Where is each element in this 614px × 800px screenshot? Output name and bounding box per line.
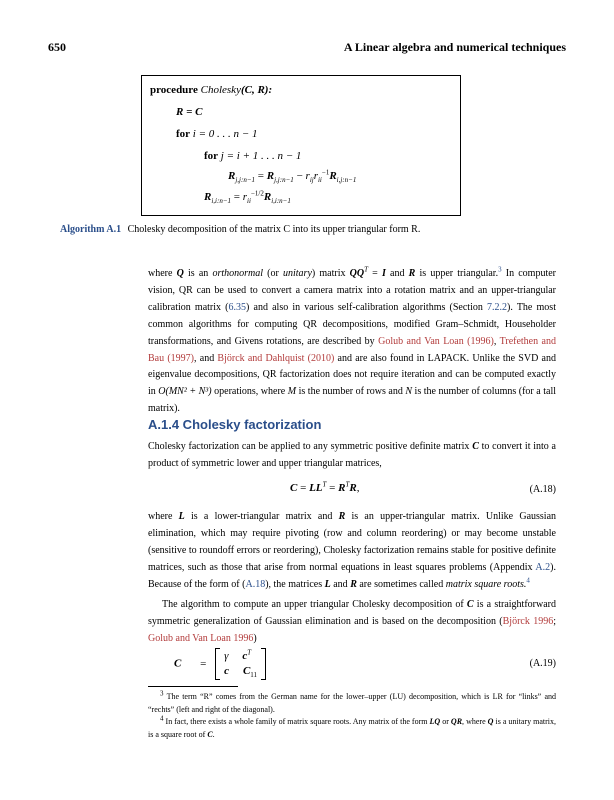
algo-outer-loop (176, 128, 257, 140)
footnote-mark-4[interactable]: 4 (526, 576, 530, 585)
paragraph-qr: where Q is an orthonormal (or unitary) matrix $QQ^T = I$ and R is upper triangular.$^3$ In computer vision, QR can be used to convert a camera matrix into a rotation matrix and an upper-triangular calibration matrix (6.35) and also in various self-calibration algorithms (Section 7.2.2). The most common algorithms for computing QR decompositions, modified Gram–Schmidt, Householder transformations, and Givens rotations, are described by Golub and Van Loan (1996), Trefethen and Bau (1997), and Björck and Dahlquist (2010) and are also found in LAPACK. Unlike the SVD and eigenvalue decompositions, QR factorization does not require iteration and can be computed exactly in O(MN² + N³) operations, where M is the number of rows and N is the number of columns (for a tall matrix). (148, 265, 556, 415)
algo-update-formula: $R_{j,j:n-1} = R_{j,j:n-1} - r_{ij}r_{ii}^{-1}R_{i,j:n-1}$ (228, 168, 357, 185)
complexity-expression: O(MN² + N³) (158, 386, 212, 398)
algo-procedure-keyword: procedure (150, 84, 198, 96)
equation-a18: $C = LL^T = R^TR$, (290, 480, 360, 494)
algo-outer-range: i = 0 . . . n − 1 (192, 128, 258, 140)
equation-a18-number: (A.18) (529, 484, 556, 495)
footnotes (148, 691, 556, 741)
ref-eq-6-35[interactable]: 6.35 (228, 301, 247, 313)
algorithm-caption (60, 224, 420, 235)
algo-procedure-args: (C, R): (240, 84, 273, 96)
equation-a19: C = γ $c^T$ c $C_{11}$ (174, 648, 266, 680)
cite-bjorck-dahlquist[interactable]: Björck and Dahlquist (2010) (217, 352, 335, 364)
section-heading: A.1.4 Cholesky factorization (148, 417, 322, 432)
paragraph-cholesky-algorithm: The algorithm to compute an upper triangular Cholesky decomposition of C is a straightforward symmetric generalization of Gaussian elimination and is based on the decomposition (Björck 1996; Golub and Van Loan 1996) (148, 599, 556, 644)
paragraph-cholesky-intro: Cholesky factorization can be applied to any symmetric positive definite matrix C to convert it into a product of symmetric lower and upper triangular matrices, (148, 441, 556, 469)
ref-appendix-a2[interactable]: A.2 (535, 561, 551, 573)
algorithm-box (141, 75, 461, 216)
page-number: 650 (48, 40, 66, 54)
footnote-3: $^3$ The term “R” comes from the German name for the lower–upper (LU) decomposition, which is LR for “links” and “rechts” (left and right of the diagonal). (148, 689, 556, 714)
equation-a19-number: (A.19) (529, 658, 556, 669)
cite-trefethen-bau[interactable]: Trefethen and Bau (1997) (148, 335, 556, 364)
algo-procedure-line (150, 84, 272, 96)
footnote-mark-3[interactable]: 3 (498, 265, 502, 274)
footnote-rule (148, 686, 238, 687)
cite-bjorck-1996[interactable]: Björck 1996 (502, 615, 554, 627)
algo-for-keyword: for (176, 128, 191, 140)
block-matrix: γ $c^T$ c $C_{11}$ (215, 648, 266, 680)
ref-eq-a18[interactable]: A.18 (245, 578, 266, 590)
cite-golub-van-loan-1996[interactable]: Golub and Van Loan 1996 (148, 632, 254, 644)
cite-golub-van-loan[interactable]: Golub and Van Loan (1996) (378, 335, 494, 347)
footnote-4: $^4$ In fact, there exists a whole family of matrix square roots. Any matrix of the form LQ or QR, where Q is a unitary matrix, is a square root of C. (148, 714, 556, 739)
algorithm-caption-text: Cholesky decomposition of the matrix C into its upper triangular form R. (127, 224, 421, 235)
algo-for-keyword-inner: for (204, 150, 219, 162)
ref-section-7-2-2[interactable]: 7.2.2 (487, 301, 508, 313)
algo-procedure-name: Cholesky (200, 84, 241, 96)
algorithm-caption-label: Algorithm A.1 (60, 224, 122, 235)
running-title: A Linear algebra and numerical techniques (343, 40, 566, 54)
paragraph-cholesky-stability: where L is a lower-triangular matrix and R is an upper-triangular matrix. Unlike Gaussian elimination, which may require pivoting (row and column reordering) or may become unstable (sensitive to roundoff errors or reordering), Cholesky factorization remains stable for positive definite matrices, such as those that arise from normal equations in least squares problems (Appendix A.2). Because of the form of (A.18), the matrices L and R are sometimes called matrix square roots.$^4$ (148, 511, 557, 590)
algo-inner-range: j = i + 1 . . . n − 1 (220, 150, 302, 162)
algo-scale-formula: $R_{i,i:n-1} = r_{ii}^{-1/2}R_{i,i:n-1}$ (204, 189, 291, 206)
algo-inner-loop (204, 150, 301, 162)
algo-assign-line: R = C (176, 106, 203, 118)
